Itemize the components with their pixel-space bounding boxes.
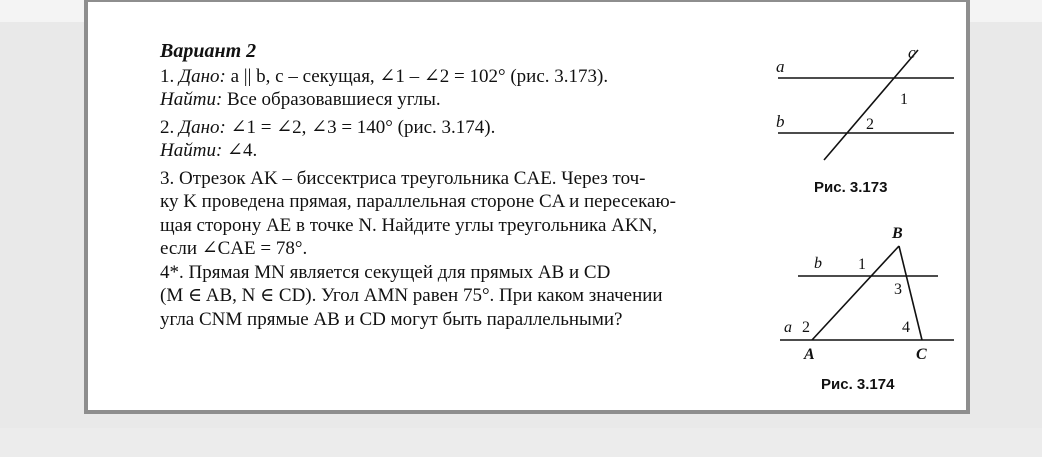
- angle-label-1: 1: [858, 256, 866, 273]
- problem-3-line-4: если ∠CAE = 78°.: [160, 238, 308, 259]
- problem-1-find: [160, 88, 770, 112]
- problem-2-find: [160, 139, 770, 163]
- problem-2-given: [160, 116, 770, 140]
- problem-1-find-label: Найти:: [160, 89, 223, 110]
- problem-2-find-label: Найти:: [160, 140, 223, 161]
- angle-label-2: 2: [802, 319, 810, 336]
- angle-label-3: 3: [894, 281, 902, 298]
- label-a-line: a: [784, 319, 792, 336]
- problem-4-line-2: (M ∈ AB, N ∈ CD). Угол AMN равен 75°. При каком значении: [160, 285, 663, 306]
- vertex-C: C: [916, 346, 927, 363]
- problem-1-number: 1.: [160, 65, 175, 87]
- problem-1-given-text: a || b, c – секущая, ∠1 – ∠2 = 102° (рис. 3.173).: [230, 65, 609, 87]
- problem-3-line-3: щая сторону AE в точке N. Найдите углы треугольника AKN,: [160, 214, 658, 236]
- figure-3-173: [768, 42, 968, 167]
- problem-1-find-text: Все образовавшиеся углы.: [227, 89, 441, 110]
- label-b-line: b: [814, 255, 822, 272]
- problem-4-line-1: 4*. Прямая MN является секущей для прямых AB и CD: [160, 261, 611, 283]
- figure-3-174: [778, 222, 968, 367]
- problem-2-given-text: ∠1 = ∠2, ∠3 = 140° (рис. 3.174).: [230, 116, 496, 138]
- problem-3-line-1: 3. Отрезок AK – биссектриса треугольника CAE. Через точ-: [160, 167, 646, 189]
- problem-1-given: [160, 65, 770, 89]
- side-AB: [812, 246, 899, 340]
- problem-4-line-3: угла CNM прямые AB и CD могут быть параллельными?: [160, 308, 623, 330]
- figure-3-174-caption: Рис. 3.174: [821, 376, 895, 393]
- vertex-B: B: [892, 225, 903, 242]
- label-a: a: [776, 57, 785, 76]
- problem-1-given-label: Дано:: [179, 65, 226, 87]
- label-b: b: [776, 112, 785, 131]
- variant-heading: Вариант 2: [160, 40, 257, 62]
- angle-label-4: 4: [902, 319, 910, 336]
- angle-label-2: 2: [866, 116, 874, 133]
- problem-2-number: 2.: [160, 116, 175, 138]
- angle-label-1: 1: [900, 91, 908, 108]
- vertex-A: A: [804, 346, 815, 363]
- bottom-background-strip: [0, 428, 1042, 457]
- figure-3-173-caption: Рис. 3.173: [814, 179, 888, 196]
- problem-3-line-2: ку K проведена прямая, параллельная стороне CA и пересекаю-: [160, 191, 677, 212]
- problem-2-find-text: ∠4.: [227, 140, 258, 161]
- label-c: c: [908, 43, 916, 62]
- problems-text: [160, 40, 770, 331]
- problem-2-given-label: Дано:: [179, 116, 226, 138]
- document-page: [84, 0, 970, 414]
